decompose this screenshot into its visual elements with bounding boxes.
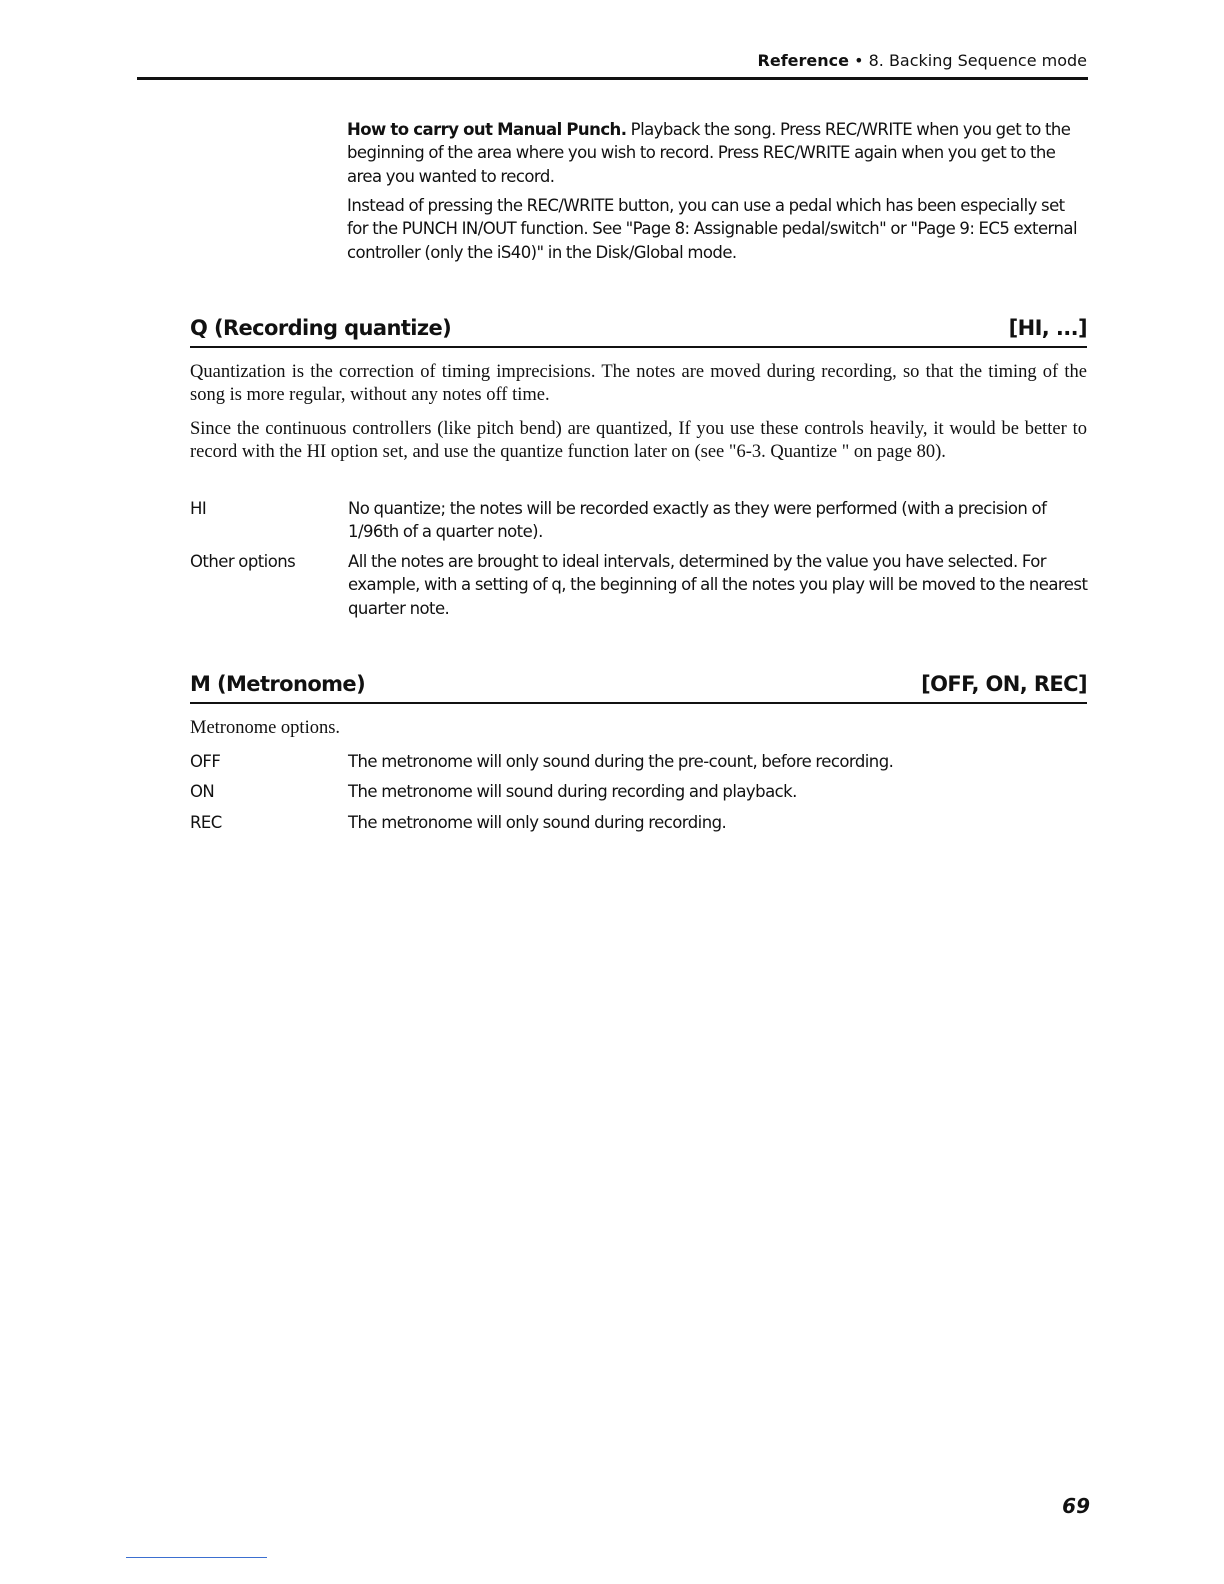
metronome-heading <box>190 670 1087 698</box>
quantize-paragraph-2: Since the continuous controllers (like pitch bend) are quantized, If you use these controls heavily, it would be better to record with the HI option set, and use the quantize function later on (see "6-3. Quantize " on page 80). <box>190 419 1087 463</box>
quantize-range: [HI, ...] <box>1008 316 1087 340</box>
quantize-heading <box>190 314 1087 342</box>
quantize-paragraph-1: Quantization is the correction of timing imprecisions. The notes are moved during recording, so that the timing of the song is more regular, without any notes off time. <box>190 362 1087 406</box>
manual-punch-note: Instead of pressing the REC/WRITE button, you can use a pedal which has been especially set for the PUNCH IN/OUT function. See "Page 8: Assignable pedal/switch" or "Page 9: EC5 external controller (only the iS40)" in the Disk/Global mode. <box>347 196 1078 262</box>
quantize-rule <box>190 346 1087 348</box>
metronome-title: M (Metronome) <box>190 672 366 696</box>
quantize-title: Q (Recording quantize) <box>190 316 452 340</box>
metronome-rule <box>190 702 1087 704</box>
header-chapter: 8. Backing Sequence mode <box>868 51 1087 70</box>
metronome-option-term: REC <box>190 813 222 832</box>
running-header <box>137 50 1087 72</box>
quantize-option-term: Other options <box>190 552 296 571</box>
header-bullet: • <box>854 51 864 70</box>
page-number: 69 <box>1062 1494 1090 1518</box>
metronome-range: [OFF, ON, REC] <box>921 672 1087 696</box>
footer-rule <box>126 1557 267 1558</box>
quantize-option-desc: All the notes are brought to ideal intervals, determined by the value you have selected. For example, with a setting of q, the beginning of all the notes you play will be moved to the nearest quarter note. <box>348 552 1088 618</box>
metronome-option-desc: The metronome will only sound during recording. <box>348 813 727 832</box>
header-rule <box>137 77 1088 80</box>
quantize-option-desc: No quantize; the notes will be recorded exactly as they were performed (with a precision of 1/96th of a quarter note). <box>348 499 1047 542</box>
metronome-option-desc: The metronome will only sound during the pre-count, before recording. <box>348 752 894 771</box>
metronome-intro: Metronome options. <box>190 718 341 738</box>
metronome-option-term: OFF <box>190 752 221 771</box>
metronome-option-desc: The metronome will sound during recording and playback. <box>348 782 797 801</box>
manual-punch-paragraph <box>347 118 1088 188</box>
quantize-option-term: HI <box>190 499 207 518</box>
metronome-option-term: ON <box>190 782 215 801</box>
manual-punch-lead: How to carry out Manual Punch. <box>347 120 627 139</box>
manual-punch-body: Playback the song. Press REC/WRITE when you get to the beginning of the area where you wish to record. Press REC/WRITE again when you get to the area you wanted to record. <box>347 120 1071 186</box>
header-section: Reference <box>757 51 849 70</box>
